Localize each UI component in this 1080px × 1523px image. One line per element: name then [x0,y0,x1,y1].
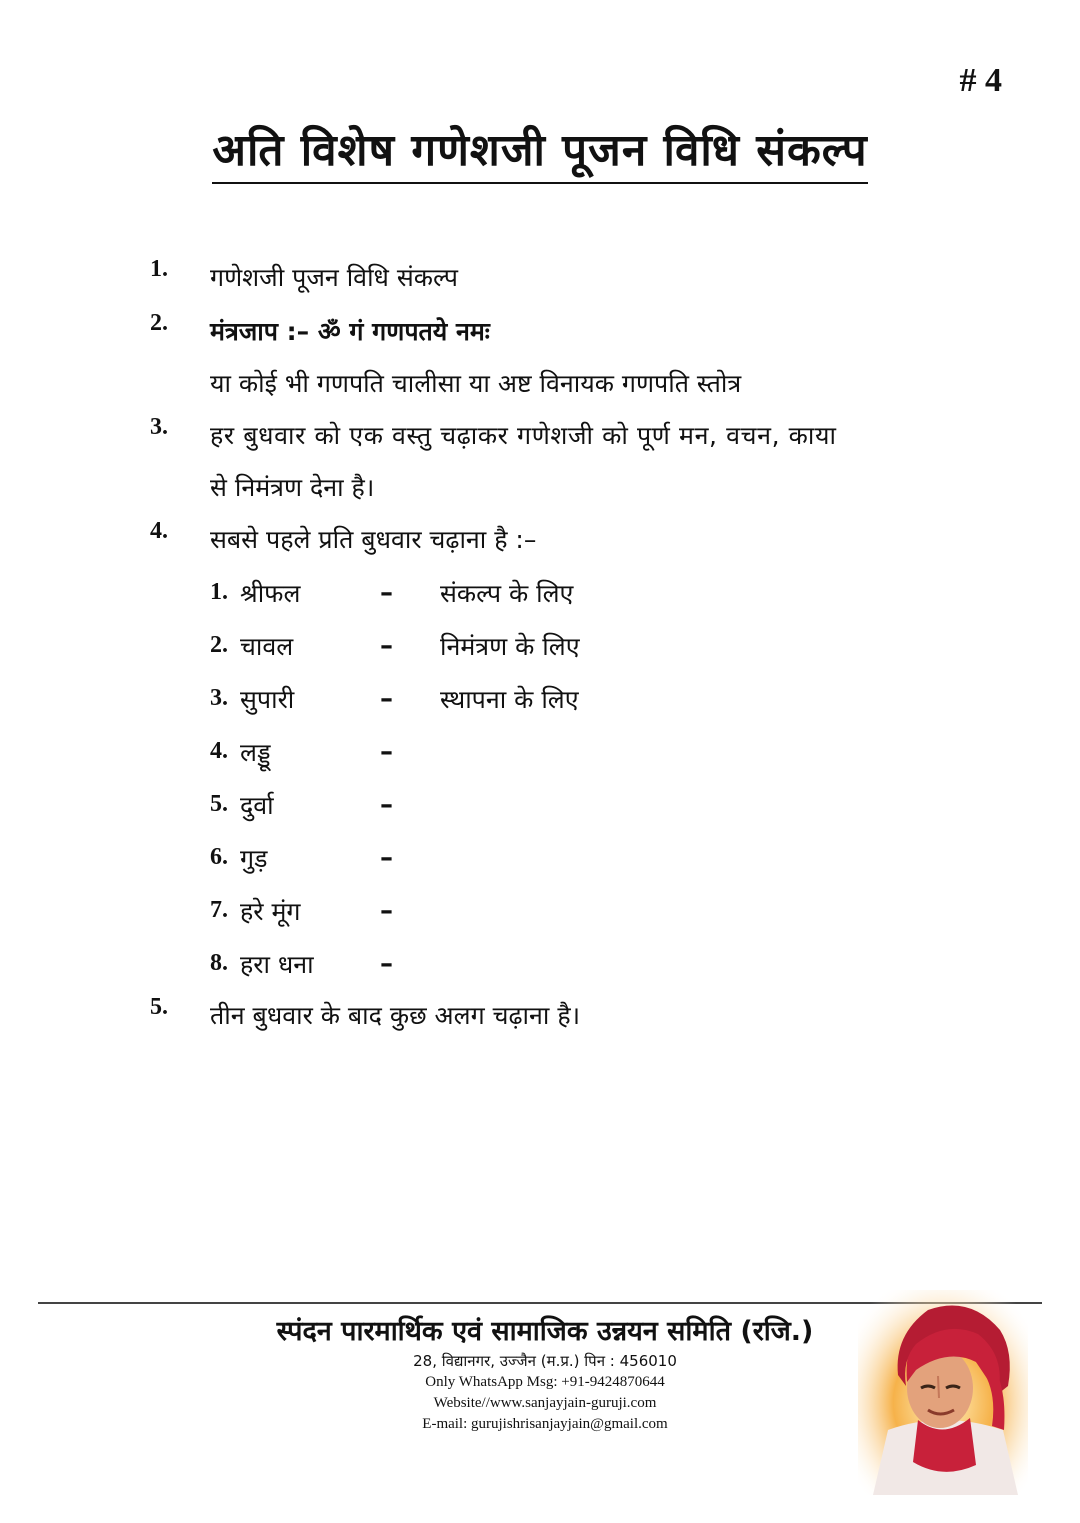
item-number: 5. [150,994,168,1020]
offering-row [210,566,970,619]
offering-row [210,672,970,725]
guruji-portrait-image [858,1290,1028,1495]
offering-purpose: संकल्प के लिए [440,578,574,608]
offering-number: 7. [210,897,228,923]
offering-name: गुड़ [240,843,268,873]
offering-row [210,778,970,831]
offering-row [210,619,970,672]
offerings-list [210,566,970,990]
item-text: गणेशजी पूजन विधि संकल्प [210,263,458,292]
offering-dash: – [380,895,393,926]
item-number: 2. [150,310,168,336]
footer-address: 28, विद्यानगर, उज्जैन (म.प्र.) पिन : 456010 [413,1352,677,1370]
footer-email: E-mail: gurujishrisanjayjain@gmail.com [422,1416,668,1432]
item-text: तीन बुधवार के बाद कुछ अलग चढ़ाना है। [210,1001,581,1030]
list-item [150,514,970,566]
offering-purpose: स्थापना के लिए [440,684,579,714]
offering-name: हरा धना [240,949,314,979]
item-text-line: हर बुधवार को एक वस्तु चढ़ाकर गणेशजी को पूर्ण मन, वचन, काया [210,421,837,450]
item-text [210,410,837,514]
offering-dash: – [380,577,393,608]
offering-name: श्रीफल [240,578,301,608]
offering-number: 2. [210,632,228,658]
offering-dash: – [380,842,393,873]
offering-dash: – [380,789,393,820]
footer-website: Website//www.sanjayjain-guruji.com [433,1395,657,1411]
offering-row [210,937,970,990]
item-text-line: से निमंत्रण देना है। [210,473,375,502]
offering-dash: – [380,736,393,767]
offering-name: चावल [240,631,294,661]
offering-number: 5. [210,791,228,817]
item-number: 1. [150,256,168,282]
offering-name: दुर्वा [240,790,274,820]
offering-purpose: निमंत्रण के लिए [440,631,580,661]
page-number: # 4 [959,62,1002,99]
offering-row [210,725,970,778]
offering-number: 4. [210,738,228,764]
offering-number: 3. [210,685,228,711]
offering-name: लड्डू [240,737,271,767]
list-item [150,252,970,304]
offering-number: 6. [210,844,228,870]
item-text [210,306,741,410]
footer-organization-name: स्पंदन पारमार्थिक एवं सामाजिक उन्नयन समिति (रजि.) [276,1316,814,1347]
offering-name: सुपारी [240,684,295,714]
offering-dash: – [380,683,393,714]
item-text: सबसे पहले प्रति बुधवार चढ़ाना है :– [210,525,537,554]
offering-dash: – [380,948,393,979]
ritual-steps-list [150,252,970,1042]
list-item [150,306,970,410]
offering-dash: – [380,630,393,661]
item-number: 3. [150,414,168,440]
offering-row [210,831,970,884]
offering-row [210,884,970,937]
page-title: अति विशेष गणेशजी पूजन विधि संकल्प [212,118,867,184]
mantra-alternative-line: या कोई भी गणपति चालीसा या अष्ट विनायक गणपति स्तोत्र [210,369,742,398]
offering-number: 8. [210,950,228,976]
mantra-line: मंत्रजाप :– ॐ गं गणपतये नमः [210,317,490,346]
item-number: 4. [150,518,168,544]
offering-number: 1. [210,579,228,605]
footer-whatsapp: Only WhatsApp Msg: +91-9424870644 [425,1374,665,1390]
page-title-container [0,118,1080,184]
list-item [150,410,970,514]
offering-name: हरे मूंग [240,896,301,926]
list-item [150,990,970,1042]
